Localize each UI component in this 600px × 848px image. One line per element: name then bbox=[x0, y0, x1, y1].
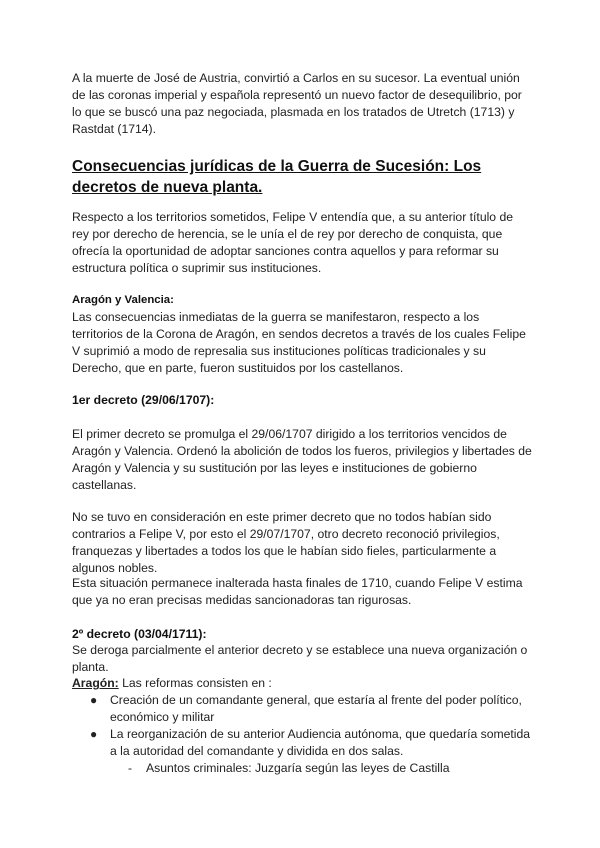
decreto1-paragraph-3: Esta situación permanece inalterada hasta finales de 1710, cuando Felipe V estima que ya no eran precisas medidas sancionadoras tan rigurosas. bbox=[72, 576, 523, 607]
list-item: Creación de un comandante general, que estaría al frente del poder político, económico y militar bbox=[110, 693, 522, 724]
sub-list-item: Asuntos criminales: Juzgaría según las leyes de Castilla bbox=[146, 761, 450, 775]
section-heading: Consecuencias jurídicas de la Guerra de Sucesión: Los decretos de nueva planta. bbox=[72, 158, 482, 196]
bullet-icon: ● bbox=[90, 693, 98, 707]
bullet-icon: ● bbox=[90, 727, 98, 741]
decreto1-paragraph-1: El primer decreto se promulga el 29/06/1707 dirigido a los territorios vencidos de Aragón y Valencia. Ordenó la abolición de todos los fueros, privilegios y libertades de Aragón y Valencia y su sustitución por las leyes e instituciones de gobierno castellanas. bbox=[72, 427, 532, 492]
decreto1-paragraph-2: No se tuvo en consideración en este primer decreto que no todos habían sido contrarios a Felipe V, por esto el 29/07/1707, otro decreto reconoció privilegios, franquezas y libertades a todos los que le habían sido fieles, particularmente a algunos nobles. bbox=[72, 510, 500, 575]
list-item: La reorganización de su anterior Audiencia autónoma, que quedaría sometida a la autoridad del comandante y dividida en dos salas. bbox=[110, 727, 531, 758]
territorios-paragraph: Respecto a los territorios sometidos, Felipe V entendía que, a su anterior título de rey por derecho de herencia, se le unía el de rey por derecho de conquista, que ofrecía la oportunidad de adoptar sanciones contra aquellos y para reformar su estructura política o suprimir sus instituciones. bbox=[72, 210, 514, 275]
aragon-valencia-paragraph: Las consecuencias inmediatas de la guerra se manifestaron, respecto a los territorios de la Corona de Aragón, en sendos decretos a través de los cuales Felipe V suprimió a modo de represalia sus instituciones políticas tradicionales y su Derecho, que en parte, fueron sustituidos por los castellanos. bbox=[72, 310, 526, 375]
aragon-label: Aragón: bbox=[72, 676, 119, 690]
dash-bullet-icon: - bbox=[128, 761, 133, 775]
decreto2-paragraph: Se deroga parcialmente el anterior decreto y se establece una nueva organización o planta. bbox=[72, 643, 528, 674]
aragon-valencia-heading: Aragón y Valencia: bbox=[72, 294, 174, 306]
decreto2-heading: 2º decreto (03/04/1711): bbox=[72, 627, 207, 641]
aragon-reformas-line bbox=[72, 675, 532, 692]
intro-paragraph: A la muerte de José de Austria, convirtió a Carlos en su sucesor. La eventual unión de las coronas imperial y española representó un nuevo factor de desequilibrio, por lo que se buscó una paz negociada, plasmada en los tratados de Utretch (1713) y Rastdat (1714). bbox=[72, 71, 522, 136]
decreto1-heading: 1er decreto (29/06/1707): bbox=[72, 393, 215, 407]
reformas-text: Las reformas consisten en : bbox=[118, 676, 272, 690]
